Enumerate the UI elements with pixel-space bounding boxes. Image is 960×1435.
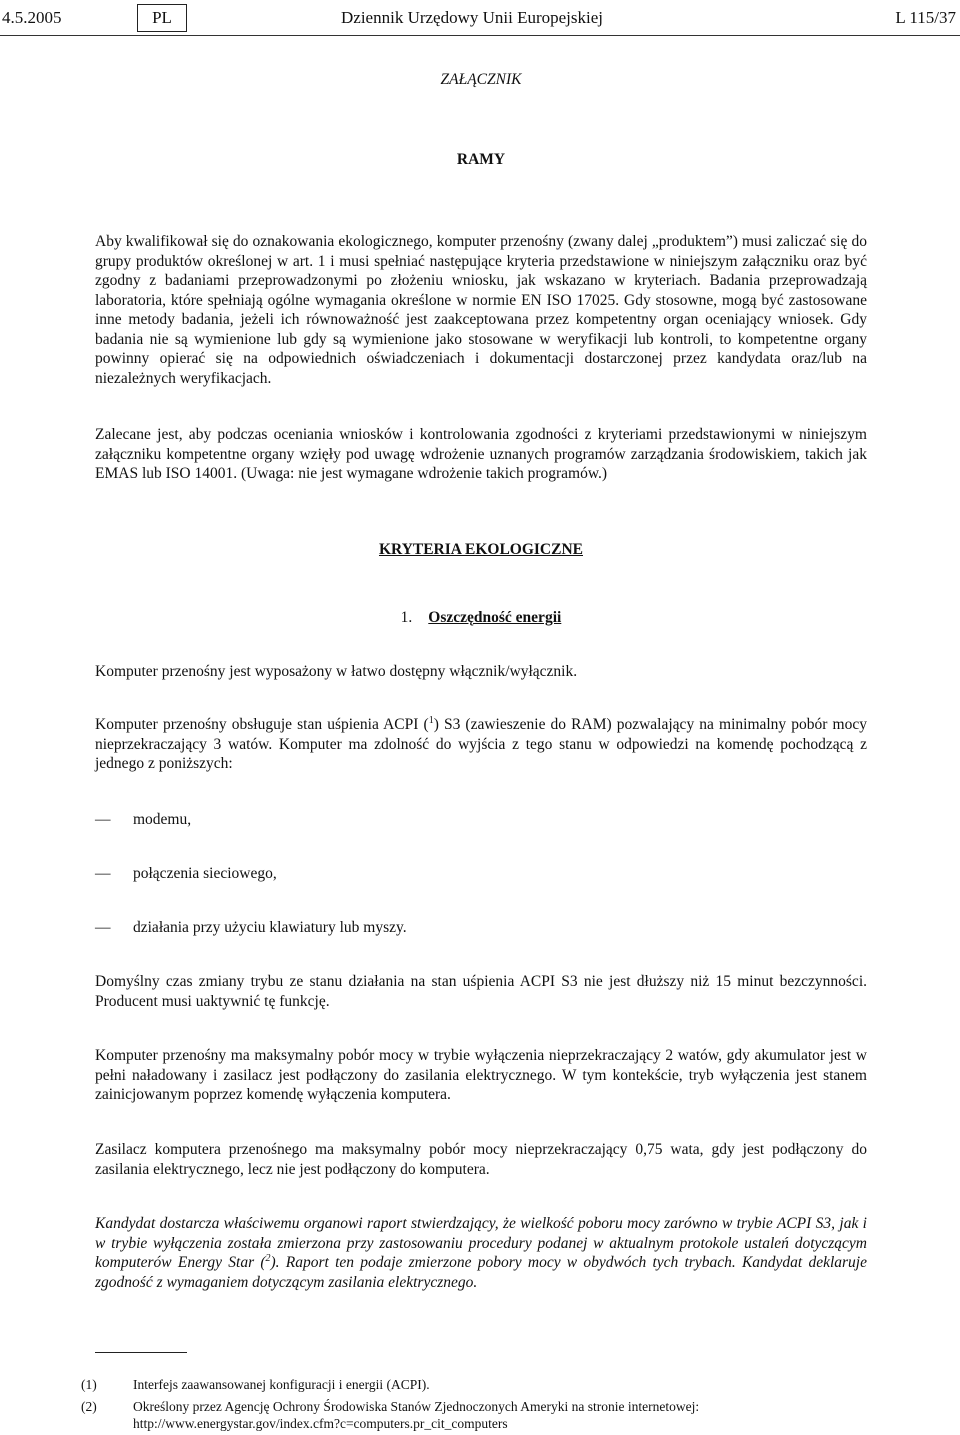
off-mode-paragraph: Komputer przenośny ma maksymalny pobór mocy w trybie wyłączenia nieprzekraczający 2 watów, gdy akumulator jest w pełni naładowany i zasilacz jest podłączony do zasilania elektrycznego. W tym kontekście, tryb wyłączenia jest stanem zainicjowanym poprzez komendę wyłączenia komputera. xyxy=(95,1047,867,1103)
footnote-mark: (1) xyxy=(81,1377,97,1392)
header-divider xyxy=(0,35,960,36)
list-item-text: połączenia sieciowego, xyxy=(133,865,277,882)
list-dash: — xyxy=(95,919,111,936)
acpi-text-start: Komputer przenośny obsługuje stan uśpienia ACPI ( xyxy=(95,716,429,733)
criteria-heading: KRYTERIA EKOLOGICZNE xyxy=(378,541,583,558)
language-badge: PL xyxy=(137,4,187,32)
power-supply-paragraph: Zasilacz komputera przenośnego ma maksymalny pobór mocy nieprzekraczający 0,75 wata, gdy jest podłączony do zasilania elektrycznego, lecz nie jest podłączony do komputera. xyxy=(95,1141,867,1178)
page-header xyxy=(0,4,960,34)
footnote-mark: (2) xyxy=(81,1399,97,1414)
acpi-text-end: ) S3 (zawieszenie do RAM) pozwalający na minimalny pobór mocy nieprzekraczający 3 watów. Komputer ma zdolność do wyjścia z tego stanu w odpowiedzi na komendę pochodzącą z jednego z poniższych: xyxy=(95,716,867,772)
footnote-ref-1[interactable]: 1 xyxy=(428,714,434,726)
footnote-divider xyxy=(95,1352,187,1353)
report-text-end: ). Raport ten podaje zmierzone pobory mocy w obydwóch tych trybach. Kandydat deklaruje zgodność z wymaganiem dotyczącym zasilania elektrycznego. xyxy=(95,1254,867,1291)
section-heading xyxy=(95,608,867,628)
publication-date: 4.5.2005 xyxy=(2,8,62,27)
list-dash: — xyxy=(95,865,111,882)
report-paragraph xyxy=(95,1214,867,1292)
journal-title: Dziennik Urzędowy Unii Europejskiej xyxy=(341,8,604,27)
footnote-ref-2[interactable]: 2 xyxy=(265,1252,271,1264)
footnote-text: Określony przez Agencję Ochrony Środowiska Stanów Zjednoczonych Ameryki na stronie internetowej: http://www.energystar.gov/index.cfm?c=computers.pr_cit_computers xyxy=(133,1399,700,1431)
footnote-text: Interfejs zaawansowanej konfiguracji i energii (ACPI). xyxy=(133,1377,430,1392)
annex-label: ZAŁĄCZNIK xyxy=(440,71,522,88)
list-item-text: modemu, xyxy=(133,811,192,828)
acpi-paragraph xyxy=(95,715,867,774)
switch-paragraph: Komputer przenośny jest wyposażony w łatwo dostępny włącznik/wyłącznik. xyxy=(95,663,578,680)
sleep-timeout-paragraph: Domyślny czas zmiany trybu ze stanu działania na stan uśpienia ACPI S3 nie jest dłuższy niż 15 minut bezczynności. Producent musi uaktywnić tę funkcję. xyxy=(95,973,867,1010)
list-item-text: działania przy użyciu klawiatury lub myszy. xyxy=(133,919,407,936)
section-title: Oszczędność energii xyxy=(428,609,562,626)
document-title: RAMY xyxy=(456,151,506,168)
page-number: L 115/37 xyxy=(895,8,956,27)
section-number: 1. xyxy=(400,609,413,626)
recommendation-paragraph: Zalecane jest, aby podczas oceniania wniosków i kontrolowania zgodności z kryteriami przedstawionymi w niniejszym załączniku kompetentne organy wzięły pod uwagę wdrożenie uznanych programów zarządzania środowiskiem, takich jak EMAS lub ISO 14001. (Uwaga: nie jest wymagane wdrożenie takich programów.) xyxy=(95,426,867,482)
report-text-start: Kandydat dostarcza właściwemu organowi raport stwierdzający, że wielkość poboru mocy zarówno w trybie ACPI S3, jak i w trybie wyłączenia została zmierzona przy zastosowaniu procedury podanej w aktualnym protokole ustaleń dotyczącym komputerów Energy Star ( xyxy=(95,1215,867,1271)
intro-paragraph: Aby kwalifikował się do oznakowania ekologicznego, komputer przenośny (zwany dalej „produktem”) musi zaliczać się do grupy produktów określonej w art. 1 i musi spełniać następujące kryteria przedstawione w niniejszym załączniku oraz być zgodny z badaniami przeprowadzonymi po złożeniu wniosku, jak wskazano w kryteriach. Badania przeprowadzają laboratoria, które spełniają ogólne wymagania określone w normie EN ISO 17025. Gdy stosowne, mogą być zastosowane inne metody badania, jeżeli ich równoważność jest zaakceptowana przez kompetentny organ oceniający wniosek. Gdy badania nie są wymienione lub gdy są wymienione jako stosowane w weryfikacji lub kontroli, to kompetentne organy powinny opierać się na odpowiednich oświadczeniach i dokumentacji dostarczonej przez kandydata oraz/lub na niezależnych weryfikacjach. xyxy=(95,233,867,387)
list-dash: — xyxy=(95,811,111,828)
